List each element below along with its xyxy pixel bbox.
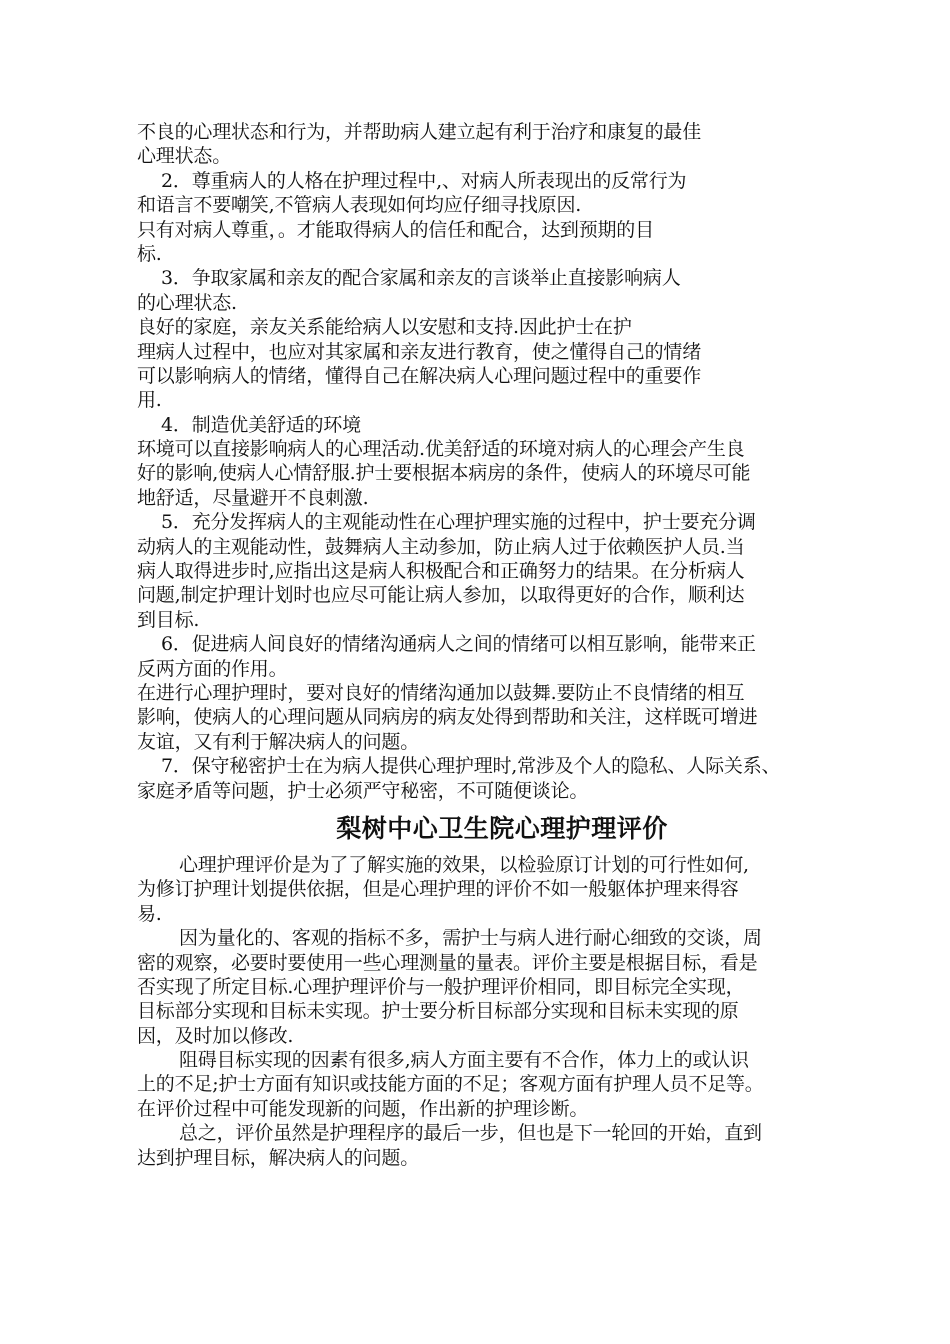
paragraph-line: 用. (137, 389, 162, 412)
paragraph-line: 2．尊重病人的人格在护理过程中,、对病人所表现出的反常行为 (161, 169, 687, 192)
paragraph-line: 心理护理评价是为了了解实施的效果，以检验原订计划的可行性如何, (179, 853, 749, 876)
paragraph-line: 只有对病人尊重，。才能取得病人的信任和配合，达到预期的目 (137, 218, 654, 241)
paragraph-line: 总之，评价虽然是护理程序的最后一步，但也是下一轮回的开始，直到 (179, 1122, 762, 1145)
paragraph-line: 环境可以直接影响病人的心理活动.优美舒适的环境对病人的心理会产生良 (137, 438, 745, 461)
paragraph-line: 理病人过程中，也应对其家属和亲友进行教育，使之懂得自己的情绪 (137, 340, 702, 363)
paragraph-line: 影响，使病人的心理问题从同病房的病友处得到帮助和关注，这样既可增进 (137, 706, 758, 729)
paragraph-line: 否实现了所定目标.心理护理评价与一般护理评价相同，即目标完全实现， (137, 975, 745, 998)
paragraph-line: 达到护理目标，解决病人的问题。 (137, 1146, 420, 1169)
paragraph-line: 密的观察，必要时要使用一些心理测量的量表。评价主要是根据目标，看是 (137, 951, 758, 974)
paragraph-line: 上的不足;护士方面有知识或技能方面的不足；客观方面有护理人员不足等。 (137, 1073, 764, 1096)
paragraph-line: 目标部分实现和目标未实现。护士要分析目标部分实现和目标未实现的原 (137, 1000, 739, 1023)
paragraph-line: 在评价过程中可能发现新的问题，作出新的护理诊断。 (137, 1097, 589, 1120)
section-title: 梨树中心卫生院心理护理评价 (336, 813, 668, 843)
paragraph-line: 4．制造优美舒适的环境 (161, 413, 361, 436)
paragraph-line: 友谊，又有利于解决病人的问题。 (137, 730, 420, 753)
paragraph-line: 反两方面的作用。 (137, 657, 288, 680)
paragraph-line: 易. (137, 902, 162, 925)
paragraph-line: 好的影响,使病人心情舒服.护士要根据本病房的条件，使病人的环境尽可能 (137, 462, 751, 485)
paragraph-line: 家庭矛盾等问题，护士必须严守秘密，不可随便谈论。 (137, 779, 589, 802)
section-nursing-measures (137, 120, 867, 803)
paragraph-line: 在进行心理护理时，要对良好的情绪沟通加以鼓舞.要防止不良情绪的相互 (137, 681, 745, 704)
paragraph-line: 因为量化的、客观的指标不多，需护士与病人进行耐心细致的交谈，周 (179, 927, 762, 950)
paragraph-line: 5．充分发挥病人的主观能动性在心理护理实施的过程中，护士要充分调 (161, 511, 756, 534)
paragraph-line: 的心理状态. (137, 291, 237, 314)
paragraph-line: 6．促进病人间良好的情绪沟通病人之间的情绪可以相互影响，能带来正 (161, 633, 756, 656)
paragraph-line: 3．争取家属和亲友的配合家属和亲友的言谈举止直接影响病人 (161, 267, 681, 290)
paragraph-line: 因，及时加以修改. (137, 1024, 294, 1047)
paragraph-line: 标. (137, 242, 162, 265)
paragraph-line: 病人取得进步时,应指出这是病人积极配合和正确努力的结果。在分析病人 (137, 560, 745, 583)
paragraph-line: 阻碍目标实现的因素有很多,病人方面主要有不合作，体力上的或认识 (179, 1049, 749, 1072)
paragraph-line: 到目标. (137, 608, 200, 631)
paragraph-line: 良好的家庭，亲友关系能给病人以安慰和支持.因此护士在护 (137, 316, 632, 339)
section-evaluation (137, 853, 867, 1170)
paragraph-line: 可以影响病人的情绪，懂得自己在解决病人心理问题过程中的重要作 (137, 364, 702, 387)
paragraph-line: 地舒适，尽量避开不良刺激. (137, 486, 369, 509)
paragraph-line: 不良的心理状态和行为，并帮助病人建立起有利于治疗和康复的最佳 (137, 121, 702, 143)
paragraph-line: 心理状态。 (137, 145, 232, 168)
paragraph-line: 为修订护理计划提供依据，但是心理护理的评价不如一般躯体护理来得容 (137, 878, 739, 901)
document-page (137, 120, 867, 1170)
paragraph-line: 7．保守秘密护士在为病人提供心理护理时,常涉及个人的隐私、人际关系、 (161, 755, 781, 778)
paragraph-line: 动病人的主观能动性，鼓舞病人主动参加，防止病人过于依赖医护人员.当 (137, 535, 745, 558)
paragraph-line: 和语言不要嘲笑,不管病人表现如何均应仔细寻找原因. (137, 194, 582, 217)
paragraph-line: 问题,制定护理计划时也应尽可能让病人参加，以取得更好的合作，顺利达 (137, 584, 745, 607)
